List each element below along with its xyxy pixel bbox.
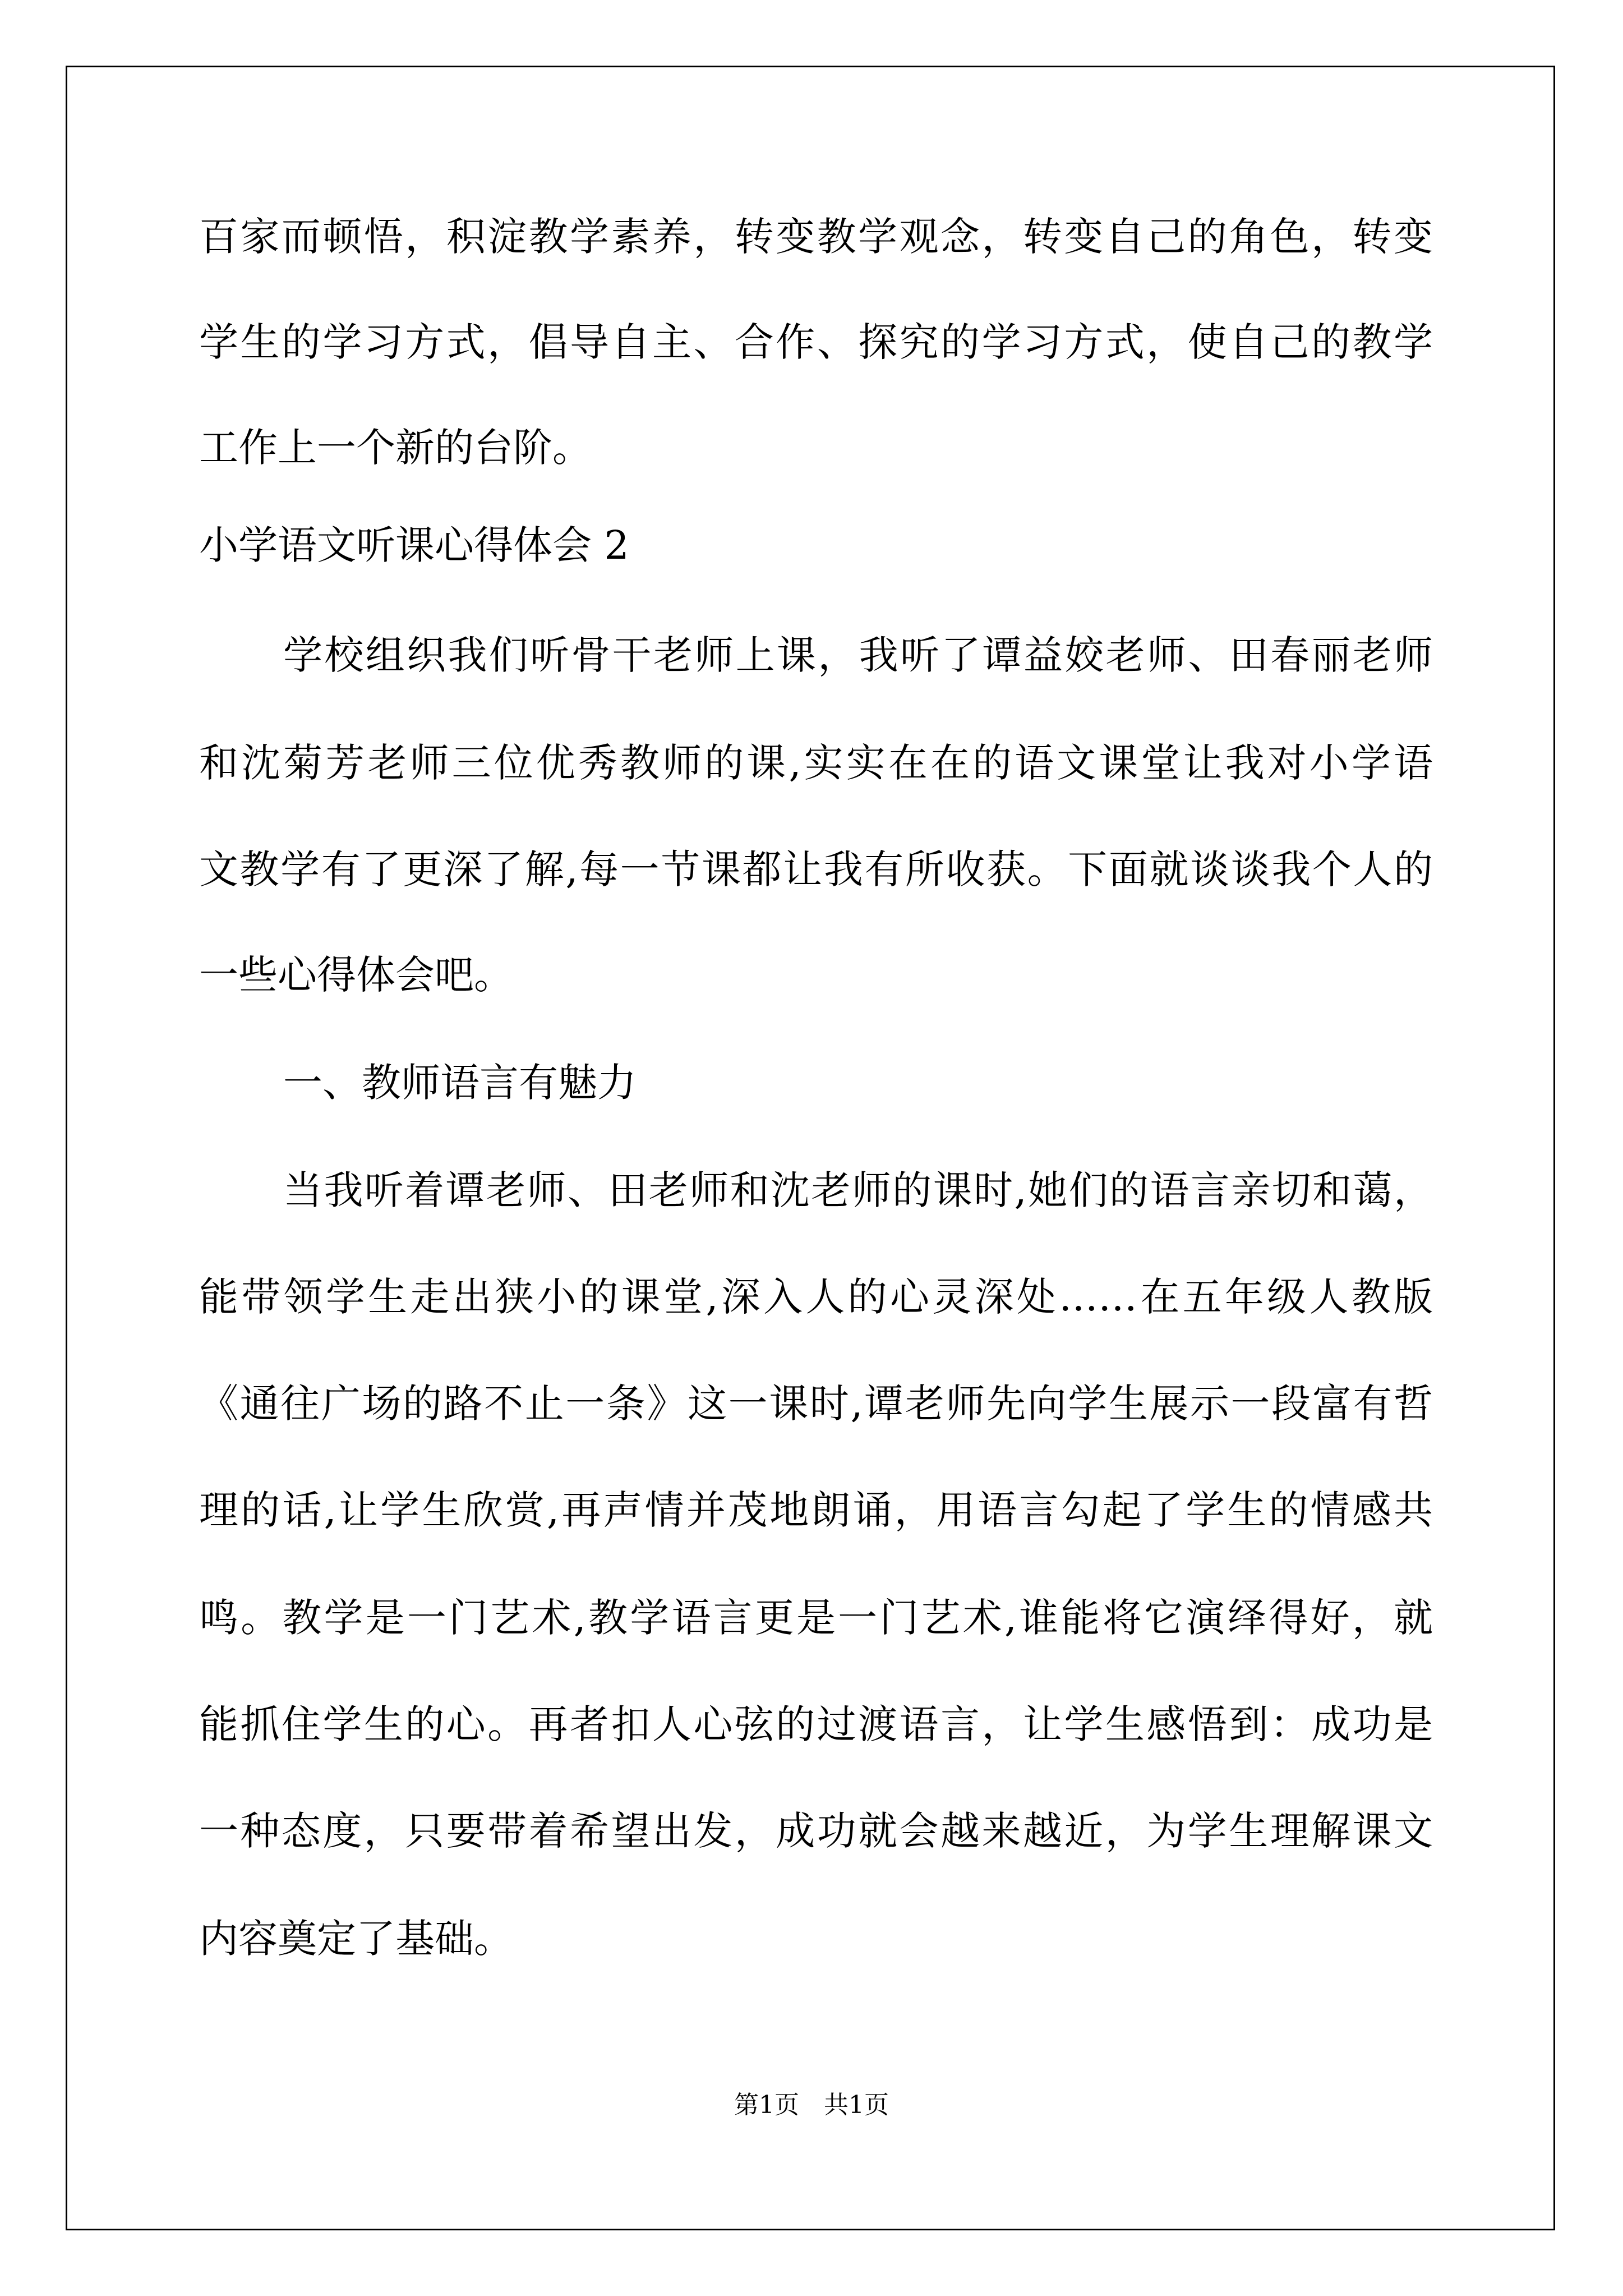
paragraph-line: 能带领学生走出狭小的课堂,深入人的心灵深处……在五年级人教版 [199,1274,1433,1320]
paragraph-line: 学生的学习方式，倡导自主、合作、探究的学习方式，使自己的教学 [199,319,1433,365]
subsection-heading: 一、教师语言有魅力 [283,1060,637,1106]
paragraph-line: 百家而顿悟，积淀教学素养，转变教学观念，转变自己的角色，转变 [199,214,1433,260]
paragraph-line: 一种态度，只要带着希望出发，成功就会越来越近，为学生理解课文 [199,1808,1433,1854]
paragraph-line: 能抓住学生的心。再者扣人心弦的过渡语言，让学生感悟到：成功是 [199,1701,1433,1747]
paragraph-line: 内容奠定了基础。 [199,1916,513,1962]
paragraph-line: 和沈菊芳老师三位优秀教师的课,实实在在的语文课堂让我对小学语 [199,740,1433,786]
paragraph-line: 鸣。教学是一门艺术,教学语言更是一门艺术,谁能将它演绎得好，就 [199,1595,1433,1641]
paragraph-line: 学校组织我们听骨干老师上课，我听了谭益姣老师、田春丽老师 [283,632,1433,678]
paragraph-line: 文教学有了更深了解,每一节课都让我有所收获。下面就谈谈我个人的 [199,846,1433,892]
paragraph-line: 《通往广场的路不止一条》这一课时,谭老师先向学生展示一段富有哲 [199,1381,1433,1427]
section-heading: 小学语文听课心得体会 2 [199,522,629,568]
paragraph-line: 一些心得体会吧。 [199,952,513,998]
page-footer: 第1页 共1页 [734,2091,889,2119]
paragraph-line: 当我听着谭老师、田老师和沈老师的课时,她们的语言亲切和蔼， [283,1167,1433,1213]
paragraph-line: 理的话,让学生欣赏,再声情并茂地朗诵，用语言勾起了学生的情感共 [199,1487,1433,1533]
paragraph-line: 工作上一个新的台阶。 [199,425,592,471]
page-border [66,66,1555,2230]
